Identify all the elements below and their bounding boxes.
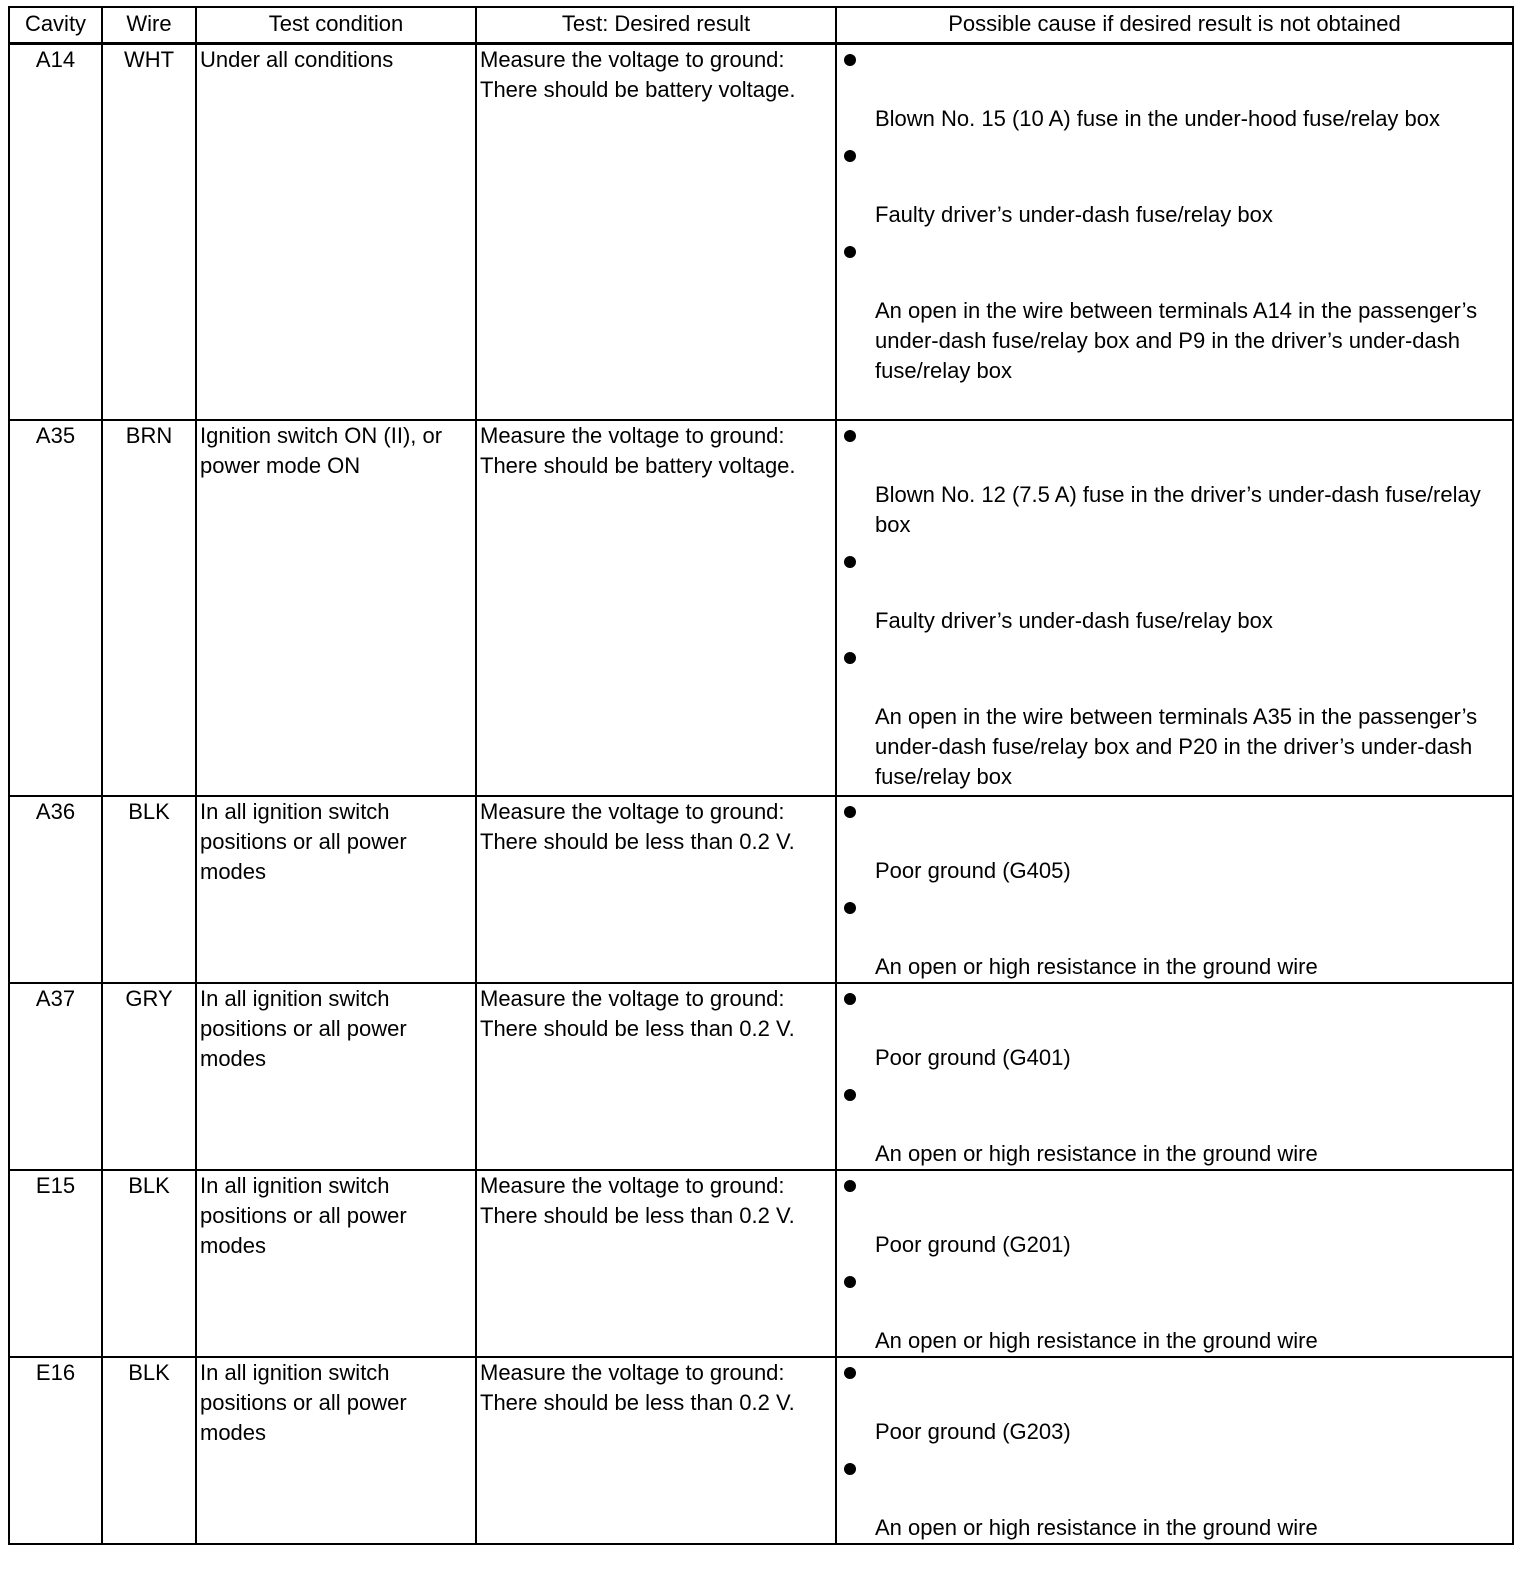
desired-result-cell: Measure the voltage to ground: There should be battery voltage. (476, 44, 836, 421)
desired-result-cell: Measure the voltage to ground: There should be less than 0.2 V. (476, 796, 836, 983)
wire-cell: GRY (102, 983, 196, 1170)
wire-cell: BLK (102, 1357, 196, 1544)
cause-text: Poor ground (G201) (875, 1232, 1071, 1257)
cause-text: An open in the wire between terminals A14 in the passenger’s under-dash fuse/relay box and P9 in the driver’s under-dash fuse/relay box (875, 298, 1478, 383)
possible-cause-cell (836, 796, 1513, 983)
bullet-icon (844, 556, 856, 568)
possible-cause-cell (836, 1357, 1513, 1544)
cavity-cell: A36 (9, 796, 102, 983)
cause-item (840, 902, 1509, 982)
cause-text: Poor ground (G401) (875, 1045, 1071, 1070)
cavity-cell: A35 (9, 420, 102, 796)
test-condition-cell: In all ignition switch positions or all power modes (196, 796, 476, 983)
bullet-icon (844, 1276, 856, 1288)
header-wire: Wire (102, 7, 196, 44)
bullet-icon (844, 806, 856, 818)
cavity-cell: A14 (9, 44, 102, 421)
possible-cause-cell (836, 1170, 1513, 1357)
test-condition-cell: In all ignition switch positions or all power modes (196, 1357, 476, 1544)
cause-item (840, 1276, 1509, 1356)
cause-text: An open or high resistance in the ground wire (875, 1515, 1318, 1540)
cavity-cell: E15 (9, 1170, 102, 1357)
cause-item (840, 1463, 1509, 1543)
bullet-icon (844, 430, 856, 442)
cavity-cell: A37 (9, 983, 102, 1170)
bullet-icon (844, 652, 856, 664)
cause-item (840, 1367, 1509, 1447)
header-row (9, 7, 1513, 44)
bullet-icon (844, 1367, 856, 1379)
wire-cell: BRN (102, 420, 196, 796)
header-possible-cause: Possible cause if desired result is not obtained (836, 7, 1513, 44)
cause-text: Faulty driver’s under-dash fuse/relay box (875, 608, 1273, 633)
cause-item (840, 430, 1509, 540)
diagnostic-table-sheet (8, 6, 1512, 1582)
bullet-icon (844, 246, 856, 258)
cause-text: Poor ground (G405) (875, 858, 1071, 883)
cause-item (840, 806, 1509, 886)
cause-text: An open or high resistance in the ground wire (875, 954, 1318, 979)
terminal-test-table (8, 6, 1514, 1545)
table-row (9, 1170, 1513, 1357)
cause-text: Blown No. 12 (7.5 A) fuse in the driver’s under-dash fuse/relay box (875, 482, 1481, 537)
wire-cell: WHT (102, 44, 196, 421)
cause-text: An open or high resistance in the ground wire (875, 1328, 1318, 1353)
table-row (9, 420, 1513, 796)
cause-item (840, 1180, 1509, 1260)
desired-result-cell: Measure the voltage to ground: There should be less than 0.2 V. (476, 1170, 836, 1357)
bullet-icon (844, 902, 856, 914)
cause-item (840, 556, 1509, 636)
header-desired-result: Test: Desired result (476, 7, 836, 44)
wire-cell: BLK (102, 796, 196, 983)
header-test-condition: Test condition (196, 7, 476, 44)
cause-item (840, 150, 1509, 230)
cause-text: An open or high resistance in the ground wire (875, 1141, 1318, 1166)
bullet-icon (844, 1180, 856, 1192)
wire-cell: BLK (102, 1170, 196, 1357)
table-row (9, 796, 1513, 983)
cavity-cell: E16 (9, 1357, 102, 1544)
cause-text: Faulty driver’s under-dash fuse/relay box (875, 202, 1273, 227)
cause-item (840, 652, 1509, 792)
cause-text: Blown No. 15 (10 A) fuse in the under-hood fuse/relay box (875, 106, 1441, 131)
table-row (9, 1357, 1513, 1544)
cause-text: Poor ground (G203) (875, 1419, 1071, 1444)
bullet-icon (844, 54, 856, 66)
possible-cause-cell (836, 44, 1513, 421)
cause-text: An open in the wire between terminals A35 in the passenger’s under-dash fuse/relay box and P20 in the driver’s under-dash fuse/relay box (875, 704, 1478, 789)
possible-cause-cell (836, 983, 1513, 1170)
cause-item (840, 993, 1509, 1073)
table-row (9, 983, 1513, 1170)
desired-result-cell: Measure the voltage to ground: There should be less than 0.2 V. (476, 983, 836, 1170)
test-condition-cell: Under all conditions (196, 44, 476, 421)
bullet-icon (844, 1463, 856, 1475)
test-condition-cell: In all ignition switch positions or all power modes (196, 983, 476, 1170)
desired-result-cell: Measure the voltage to ground: There should be battery voltage. (476, 420, 836, 796)
possible-cause-cell (836, 420, 1513, 796)
bullet-icon (844, 1089, 856, 1101)
header-cavity: Cavity (9, 7, 102, 44)
test-condition-cell: In all ignition switch positions or all power modes (196, 1170, 476, 1357)
cause-item (840, 54, 1509, 134)
test-condition-cell: Ignition switch ON (II), or power mode ON (196, 420, 476, 796)
cause-item (840, 1089, 1509, 1169)
table-row (9, 44, 1513, 421)
bullet-icon (844, 150, 856, 162)
bullet-icon (844, 993, 856, 1005)
cause-item (840, 246, 1509, 386)
desired-result-cell: Measure the voltage to ground: There should be less than 0.2 V. (476, 1357, 836, 1544)
